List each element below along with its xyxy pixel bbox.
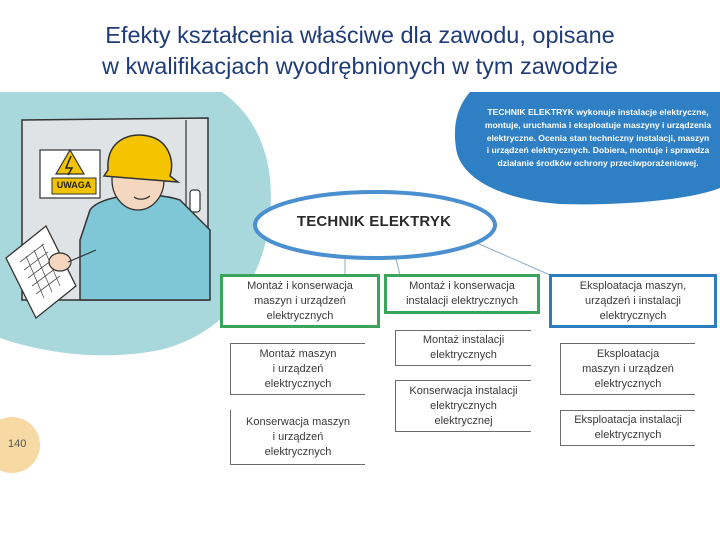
skill-box-col1-1 bbox=[230, 343, 365, 395]
electrician-illustration bbox=[6, 118, 210, 318]
profession-description bbox=[478, 106, 718, 170]
description-line-4: i urządzeń elektrycznych. Dobiera, montuje i sprawdza bbox=[486, 145, 710, 156]
skill-box-col3-2 bbox=[560, 410, 695, 446]
qualification-box-2 bbox=[384, 274, 540, 314]
description-line-5: działanie środków ochrony przeciwporażeniowej. bbox=[497, 158, 699, 169]
skill-col1-1-line-1: Montaż maszyn bbox=[259, 347, 337, 360]
title-line-2: w kwalifikacjach wyodrębnionych w tym zawodzie bbox=[102, 53, 618, 79]
skill-col1-2-line-3: elektrycznych bbox=[264, 445, 332, 458]
skill-col2-2-line-1: Konserwacja instalacji bbox=[409, 384, 518, 397]
skill-col2-1-line-2: elektrycznych bbox=[430, 349, 497, 361]
warning-sign-text: UWAGA bbox=[56, 180, 92, 190]
skill-col1-1-line-2: i urządzeń bbox=[272, 362, 324, 375]
page-number: 140 bbox=[8, 438, 27, 450]
skill-col3-1-line-3: elektrycznych bbox=[594, 377, 662, 390]
page-title bbox=[0, 20, 720, 82]
skill-col3-2-line-2: elektrycznych bbox=[594, 429, 662, 441]
qualification-3-line-2: urządzeń i instalacji bbox=[584, 294, 681, 307]
skill-box-col2-1 bbox=[395, 330, 531, 366]
qualification-1-line-3: elektrycznych bbox=[266, 309, 334, 322]
qualification-3-line-1: Eksploatacja maszyn, bbox=[579, 279, 687, 292]
skill-col3-1-line-1: Eksploatacja bbox=[596, 347, 660, 360]
skill-col3-2-line-1: Eksploatacja instalacji bbox=[574, 414, 682, 426]
skill-col2-1-line-1: Montaż instalacji bbox=[422, 334, 505, 346]
qualification-2-line-2: instalacji elektrycznych bbox=[406, 295, 518, 307]
description-line-1: TECHNIK ELEKTRYK wykonuje instalacje elektryczne, bbox=[487, 107, 709, 117]
description-line-2: montuje, uruchamia i eksploatuje maszyny i urządzenia bbox=[484, 119, 712, 130]
qualification-box-1 bbox=[220, 274, 380, 328]
description-line-3: elektryczne. Ocenia stan techniczny instalacji, maszyn bbox=[486, 132, 710, 143]
skill-col2-2-line-3: elektrycznej bbox=[434, 414, 493, 427]
skill-box-col1-2 bbox=[230, 410, 365, 465]
skill-box-col3-1 bbox=[560, 343, 695, 395]
skill-col3-1-line-2: maszyn i urządzeń bbox=[582, 362, 674, 375]
qualification-box-3 bbox=[549, 274, 717, 328]
skill-col1-2-line-2: i urządzeń bbox=[272, 430, 324, 443]
skill-col1-2-line-1: Konserwacja maszyn bbox=[246, 415, 350, 428]
qualification-1-line-1: Montaż i konserwacja bbox=[247, 279, 353, 292]
qualification-1-line-2: maszyn i urządzeń bbox=[254, 294, 346, 307]
skill-col1-1-line-3: elektrycznych bbox=[264, 377, 332, 390]
skill-col2-2-line-2: elektrycznych bbox=[430, 399, 497, 412]
skill-box-col2-2 bbox=[395, 380, 531, 432]
title-line-1: Efekty kształcenia właściwe dla zawodu, opisane bbox=[105, 22, 615, 48]
central-node-label: TECHNIK ELEKTRYK bbox=[296, 213, 452, 230]
qualification-2-line-1: Montaż i konserwacja bbox=[409, 280, 515, 292]
qualification-3-line-3: elektrycznych bbox=[599, 309, 667, 322]
